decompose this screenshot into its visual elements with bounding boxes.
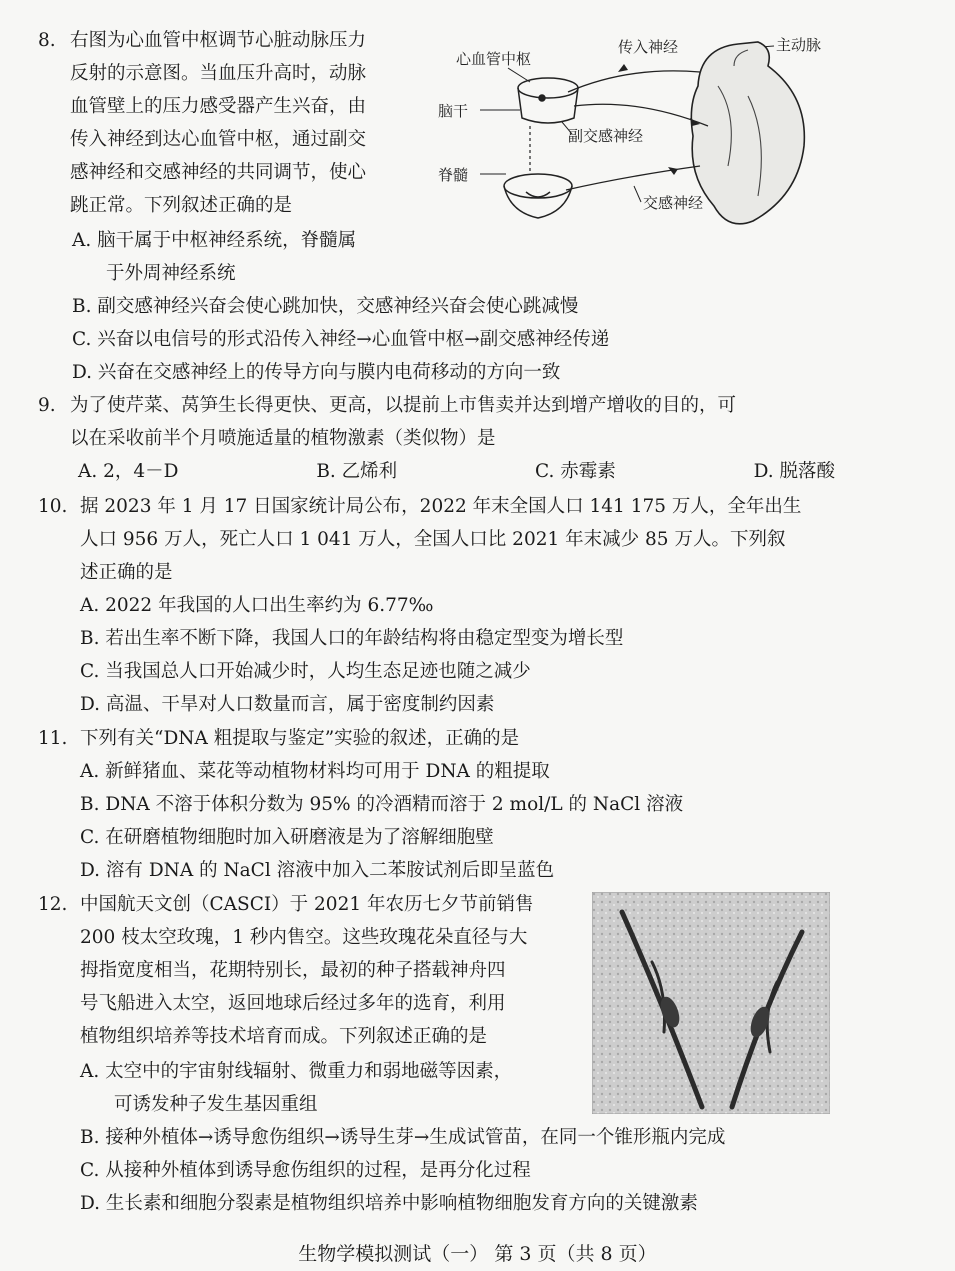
- q10-stem-line: 人口 956 万人，死亡人口 1 041 万人，全国人口比 2021 年末减少 85 万人。下列叙: [80, 529, 786, 550]
- q9-options: [78, 455, 835, 488]
- q9-option-b: B. 乙烯利: [316, 461, 398, 482]
- afferent-nerve-path: [568, 71, 700, 92]
- q12-option-d: D. 生长素和细胞分裂素是植物组织培养中影响植物细胞发育方向的关键激素: [80, 1193, 698, 1214]
- q12-option-a: A. 太空中的宇宙射线辐射、微重力和弱地磁等因素，: [80, 1061, 513, 1082]
- q10-option-a: A. 2022 年我国的人口出生率约为 6.77‰: [80, 595, 434, 616]
- spinal-cord-shape: [504, 174, 572, 218]
- heart-shape: [691, 42, 804, 224]
- q10-number: 10.: [38, 496, 68, 517]
- q10-stem-line: 据 2023 年 1 月 17 日国家统计局公布，2022 年末全国人口 141 175 万人，全年出生: [80, 496, 802, 517]
- label-brainstem: 脑干: [438, 102, 469, 120]
- q11-option-b: B. DNA 不溶于体积分数为 95% 的冷酒精而溶于 2 mol/L 的 NaCl 溶液: [80, 794, 684, 815]
- q12-stem-line: 植物组织培养等技术培育而成。下列叙述正确的是: [80, 1026, 488, 1047]
- q10-stem-line: 述正确的是: [80, 562, 173, 583]
- q8-option-d: D. 兴奋在交感神经上的传导方向与膜内电荷移动的方向一致: [72, 362, 561, 383]
- q8-stem-line: 血管壁上的压力感受器产生兴奋，由: [70, 96, 367, 117]
- q8-stem-line: 跳正常。下列叙述正确的是: [70, 195, 293, 216]
- parasympathetic-nerve-path: [574, 104, 708, 126]
- q8-option-a: A. 脑干属于中枢神经系统，脊髓属: [72, 230, 357, 251]
- q9-stem-line: 为了使芹菜、莴笋生长得更快、更高，以提前上市售卖并达到增产增收的目的，可: [70, 395, 737, 416]
- cardiac-reflex-diagram: [438, 26, 840, 244]
- q9-option-a: A. 2，4－D: [78, 461, 179, 482]
- page-footer: 生物学模拟测试（一） 第 3 页（共 8 页）: [298, 1243, 657, 1265]
- q8-option-c: C. 兴奋以电信号的形式沿传入神经→心血管中枢→副交感神经传递: [72, 329, 610, 350]
- q9-stem-line: 以在采收前半个月喷施适量的植物激素（类似物）是: [70, 428, 496, 449]
- q8-stem-line: 右图为心血管中枢调节心脏动脉压力: [70, 30, 367, 51]
- q12-stem-line: 拇指宽度相当，花期特别长，最初的种子搭载神舟四: [80, 960, 506, 981]
- q8-stem-line: 传入神经到达心血管中枢，通过副交: [70, 129, 367, 150]
- q12-option-b: B. 接种外植体→诱导愈伤组织→诱导生芽→生成试管苗，在同一个锥形瓶内完成: [80, 1127, 726, 1148]
- q12-stem-line: 200 枝太空玫瑰，1 秒内售空。这些玫瑰花朵直径与大: [80, 927, 528, 948]
- label-parasympathetic: 副交感神经: [568, 127, 644, 145]
- q8-number: 8.: [38, 30, 56, 51]
- q12-number: 12.: [38, 894, 68, 915]
- q8-stem-line: 感神经和交感神经的共同调节，使心: [70, 162, 367, 183]
- q10-option-d: D. 高温、干旱对人口数量而言，属于密度制约因素: [80, 694, 495, 715]
- q8-option-a-cont: 于外周神经系统: [106, 263, 236, 284]
- q12-option-a-cont: 可诱发种子发生基因重组: [114, 1094, 318, 1115]
- label-spinal-cord: 脊髓: [438, 166, 469, 184]
- q8-stem-line: 反射的示意图。当血压升高时，动脉: [70, 63, 367, 84]
- q11-stem: 下列有关“DNA 粗提取与鉴定”实验的叙述，正确的是: [80, 728, 520, 749]
- label-cardiovascular-center: 心血管中枢: [456, 50, 532, 68]
- q9-number: 9.: [38, 395, 56, 416]
- q9-option-d: D. 脱落酸: [753, 461, 835, 482]
- label-aorta: 主动脉: [776, 36, 822, 54]
- q12-stem-line: 号飞船进入太空，返回地球后经过多年的选育，利用: [80, 993, 506, 1014]
- q11-option-d: D. 溶有 DNA 的 NaCl 溶液中加入二苯胺试剂后即呈蓝色: [80, 860, 555, 881]
- q11-option-c: C. 在研磨植物细胞时加入研磨液是为了溶解细胞壁: [80, 827, 494, 848]
- label-sympathetic: 交感神经: [643, 194, 704, 212]
- q9-option-c: C. 赤霉素: [534, 461, 616, 482]
- q12-option-c: C. 从接种外植体到诱导愈伤组织的过程，是再分化过程: [80, 1160, 531, 1181]
- label-afferent-nerve: 传入神经: [618, 38, 679, 56]
- q12-stem-line: 中国航天文创（CASCI）于 2021 年农历七夕节前销售: [80, 894, 534, 915]
- q10-option-b: B. 若出生率不断下降，我国人口的年龄结构将由稳定型变为增长型: [80, 628, 624, 649]
- q10-option-c: C. 当我国总人口开始减少时，人均生态足迹也随之减少: [80, 661, 531, 682]
- space-rose-photo: [592, 892, 830, 1114]
- q11-option-a: A. 新鲜猪血、菜花等动植物材料均可用于 DNA 的粗提取: [80, 761, 550, 782]
- brainstem-shape: [518, 78, 578, 123]
- q8-option-b: B. 副交感神经兴奋会使心跳加快，交感神经兴奋会使心跳减慢: [72, 296, 579, 317]
- sympathetic-nerve-path: [566, 166, 700, 190]
- q11-number: 11.: [38, 728, 68, 749]
